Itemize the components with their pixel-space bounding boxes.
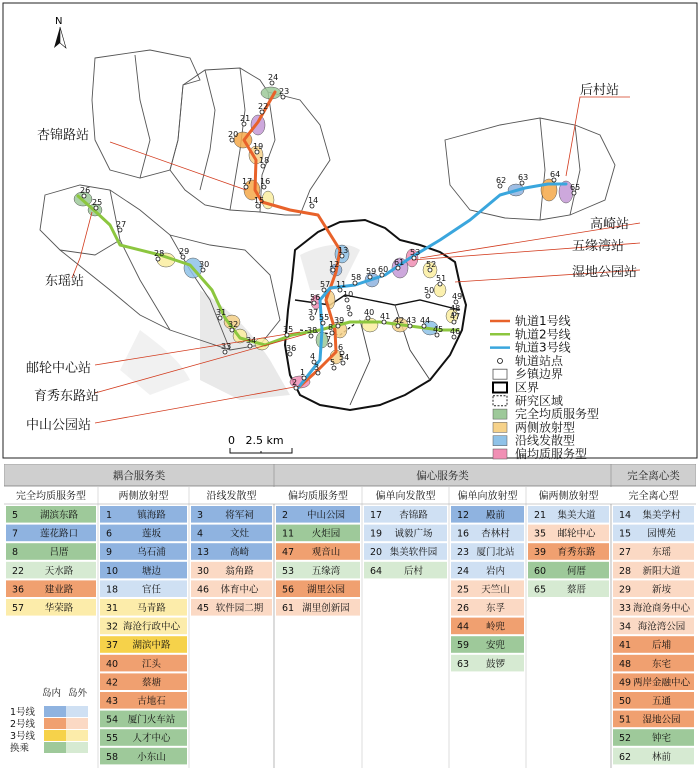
station-name: 江头: [141, 658, 162, 670]
key-row-label: 3号线: [10, 731, 36, 742]
station-id: 44: [457, 621, 470, 633]
station-name: 湖滨中路: [132, 640, 171, 652]
station-number: 3: [314, 363, 320, 372]
station-id: 13: [197, 547, 210, 559]
station-name: 厦门北站: [476, 547, 515, 559]
station-id: 2: [282, 510, 289, 521]
station-name: 中山公园: [306, 510, 346, 521]
station-id: 8: [12, 547, 19, 559]
station-name: 钟宅: [651, 733, 672, 745]
station-number: 8: [328, 323, 334, 332]
station-number: 29: [179, 247, 190, 256]
station-name: 官任: [141, 584, 162, 596]
station-number: 43: [406, 316, 417, 325]
station-number: 1: [300, 368, 306, 377]
station-number: 50: [424, 286, 435, 295]
legend-label: 两侧放射型: [515, 420, 576, 435]
station-name: 育秀东路: [557, 547, 596, 559]
station-name: 镇海路: [137, 510, 166, 521]
station-number: 55: [319, 313, 330, 322]
station-number: 64: [550, 170, 561, 179]
station-number: 46: [450, 327, 461, 336]
station-name: 蔡塘: [141, 677, 162, 689]
station-id: 39: [534, 547, 547, 559]
station-id: 11: [282, 528, 295, 540]
station-name: 天水路: [44, 565, 74, 577]
key-swatch-out: [66, 730, 88, 741]
station-number: 23: [279, 87, 290, 96]
station-name: 建业路: [44, 584, 74, 596]
station-number: 16: [260, 177, 271, 186]
station-name: 古地石: [137, 696, 166, 707]
station-id: 64: [370, 565, 383, 577]
station-id: 21: [534, 510, 547, 521]
station-number: 20: [228, 130, 239, 139]
station-name: 东瑶: [651, 547, 672, 559]
station-number: 45: [433, 325, 444, 334]
callout-dongyao: 东瑶站: [45, 274, 85, 289]
station-name: 邮轮中心: [557, 528, 596, 540]
table-column-header: 沿线发散型: [206, 491, 257, 502]
station-name: 蔡厝: [566, 584, 587, 596]
station-name: 海沧行政中心: [122, 621, 181, 633]
station-id: 16: [457, 528, 470, 540]
station-id: 35: [534, 528, 547, 540]
legend-label: 轨道2号线: [515, 327, 571, 342]
station-name: 两岸金融中心: [632, 677, 691, 689]
station-number: 48: [450, 304, 461, 313]
station-number: 58: [351, 273, 362, 282]
legend-label: 轨道1号线: [515, 314, 571, 328]
station-name: 高崎: [229, 547, 250, 559]
station-number: 7: [326, 335, 332, 344]
station-name: 吕厝: [49, 547, 69, 559]
table-column-header: 偏单向放射型: [457, 491, 518, 502]
station-name: 厦门火车站: [127, 714, 176, 726]
station-id: 15: [619, 528, 632, 540]
table-column-header: 偏均质服务型: [288, 491, 348, 502]
station-name: 林前: [651, 751, 672, 763]
station-name: 湖里创新园: [302, 603, 350, 614]
legend-label: 完全均质服务型: [515, 407, 600, 422]
station-id: 12: [457, 510, 470, 521]
legend-label: 轨道站点: [515, 353, 564, 368]
station-number: 47: [450, 312, 461, 321]
station-name: 天竺山: [481, 584, 510, 596]
station-number: 62: [496, 176, 507, 185]
callout-yuxiudonglu: 育秀东路站: [34, 389, 100, 404]
station-name: 湖里公园: [306, 584, 346, 596]
station-number: 28: [154, 249, 165, 258]
station-number: 63: [518, 173, 529, 182]
callout-shidigongyuan: 湿地公园站: [572, 265, 638, 280]
station-id: 23: [457, 547, 470, 559]
table-group-header: 偏心服务类: [416, 470, 469, 482]
key-row-label: 1号线: [10, 707, 36, 718]
key-swatch-in: [44, 742, 66, 753]
station-number: 56: [310, 293, 321, 302]
station-name: 集美学村: [642, 510, 681, 521]
station-name: 湖滨东路: [39, 510, 79, 521]
callout-houcun: 后村站: [580, 83, 620, 98]
legend-swatch: [493, 409, 507, 419]
legend-swatch: [493, 449, 507, 459]
station-id: 63: [457, 658, 470, 670]
station-number: 40: [364, 308, 375, 317]
station-id: 4: [197, 528, 204, 540]
station-number: 33: [221, 342, 232, 351]
table-column-header: 偏两侧放射型: [538, 491, 599, 502]
station-id: 52: [619, 733, 632, 745]
station-id: 27: [619, 547, 632, 559]
station-name: 五缘湾: [311, 565, 341, 577]
station-id: 37: [106, 640, 119, 652]
station-number: 4: [310, 352, 316, 361]
station-id: 31: [106, 603, 119, 614]
station-id: 45: [197, 603, 210, 614]
table-group-header: 耦合服务类: [112, 470, 166, 482]
station-number: 36: [286, 344, 297, 353]
station-name: 湿地公园: [642, 714, 681, 726]
station-number: 6: [338, 343, 344, 352]
station-id: 17: [370, 510, 383, 521]
station-number: 65: [570, 183, 581, 192]
station-number: 44: [420, 316, 431, 325]
station-number: 51: [436, 274, 447, 283]
key-swatch-out: [66, 718, 88, 729]
station-number: 35: [283, 325, 294, 334]
station-number: 5: [330, 358, 336, 367]
station-name: 东孚: [485, 603, 506, 614]
station-number: 22: [258, 102, 269, 111]
station-id: 26: [457, 603, 470, 614]
station-number: 39: [334, 316, 345, 325]
station-name: 园博苑: [647, 528, 676, 540]
station-number: 2: [292, 378, 298, 387]
legend-label: 区界: [515, 380, 540, 395]
station-name: 岩内: [485, 565, 506, 577]
station-number: 54: [339, 353, 350, 362]
station-number: 11: [336, 280, 347, 289]
station-name: 华荣路: [44, 603, 74, 614]
legend-label: 乡镇边界: [515, 367, 564, 382]
station-id: 41: [619, 640, 632, 652]
station-id: 61: [282, 603, 295, 614]
legend-symbol: [493, 383, 507, 393]
station-number: 12: [329, 260, 340, 269]
station-id: 43: [106, 696, 119, 707]
station-number: 10: [343, 290, 354, 299]
station-number: 32: [228, 320, 239, 329]
station-name: 东宅: [651, 658, 672, 670]
station-name: 文灶: [229, 528, 250, 540]
callout-youlunzhongxin: 邮轮中心站: [26, 361, 92, 376]
station-name: 杏林村: [481, 528, 510, 540]
station-name: 海沧湾公园: [637, 621, 686, 633]
callout-zhongshangongyuan: 中山公园站: [26, 418, 92, 433]
key-swatch-out: [66, 706, 88, 717]
station-number: 61: [394, 258, 405, 267]
legend-symbol: [493, 369, 507, 379]
station-id: 22: [12, 565, 25, 577]
station-number: 19: [253, 142, 264, 151]
station-id: 54: [106, 714, 119, 726]
station-id: 42: [106, 677, 119, 689]
station-name: 新垵: [651, 584, 672, 596]
key-swatch-out: [66, 742, 88, 753]
station-id: 28: [619, 565, 632, 577]
station-id: 18: [106, 584, 119, 596]
station-id: 50: [619, 696, 632, 707]
station-id: 30: [197, 565, 210, 577]
station-id: 65: [534, 584, 547, 596]
station-id: 51: [619, 714, 632, 726]
table-body: [4, 487, 696, 768]
legend-label: 轨道3号线: [515, 340, 571, 355]
station-name: 集美软件园: [389, 547, 438, 559]
station-id: 46: [197, 584, 210, 596]
line-color-key: [10, 687, 88, 754]
station-number: 30: [199, 260, 210, 269]
station-number: 9: [346, 304, 352, 313]
station-number: 31: [216, 308, 227, 317]
station-id: 1: [106, 510, 113, 521]
callout-xingjinlu: 杏锦路站: [37, 128, 90, 143]
station-name: 新阳大道: [642, 565, 681, 577]
legend-label: 沿线发散型: [515, 433, 576, 448]
legend-swatch: [493, 422, 507, 432]
key-island-out: 岛外: [68, 688, 88, 699]
key-swatch-in: [44, 718, 66, 729]
station-name: 小东山: [137, 751, 166, 763]
station-name: 安兜: [485, 640, 506, 652]
station-name: 火炬园: [311, 528, 341, 540]
station-id: 32: [106, 621, 119, 633]
station-number: 34: [246, 336, 257, 345]
legend-label: [515, 459, 587, 461]
station-number: 15: [254, 196, 265, 205]
table-column-header: 两侧放射型: [118, 491, 169, 502]
station-name: 杏锦路: [399, 510, 428, 521]
station-name: 软件园二期: [215, 603, 264, 614]
station-name: 观音山: [311, 547, 341, 559]
station-id: 47: [282, 547, 295, 559]
key-swatch-in: [44, 730, 66, 741]
legend-symbol: [498, 358, 503, 363]
station-name: 莲花路口: [39, 528, 79, 540]
station-id: 62: [619, 751, 632, 763]
table-column-header: 完全离心型: [628, 491, 679, 502]
station-number: 59: [366, 267, 377, 276]
station-id: 25: [457, 584, 470, 596]
key-island-in: 岛内: [42, 688, 62, 699]
legend-symbol: [493, 396, 507, 406]
station-name: 五通: [651, 696, 672, 707]
station-number: 52: [426, 260, 437, 269]
station-number: 57: [320, 280, 331, 289]
station-name: 塘边: [141, 565, 162, 577]
station-id: 9: [106, 547, 113, 559]
station-number: 13: [338, 246, 349, 255]
station-name: 将军祠: [225, 510, 254, 521]
legend-label: 偏均质服务型: [515, 447, 588, 461]
station-number: 37: [308, 308, 319, 317]
station-id: 48: [619, 658, 632, 670]
scale-text: 0 2.5 km: [228, 434, 284, 447]
station-number: 24: [268, 73, 279, 82]
station-number: 26: [80, 186, 91, 195]
station-name: 莲坂: [141, 528, 162, 540]
station-id: 20: [370, 547, 383, 559]
station-id: 6: [106, 528, 113, 540]
station-name: 人才中心: [132, 733, 171, 745]
station-name: 体育中心: [220, 584, 259, 596]
station-number: 25: [92, 198, 103, 207]
station-id: 53: [282, 565, 295, 577]
station-name: 鼓锣: [485, 658, 506, 670]
station-id: 3: [197, 510, 204, 521]
station-number: 49: [452, 292, 463, 301]
station-id: 56: [282, 584, 295, 596]
station-number: 60: [378, 265, 389, 274]
callout-wuyuanwan: 五缘湾站: [572, 239, 625, 254]
station-name: 海沧商务中心: [632, 603, 691, 614]
table-column-header: 完全均质服务型: [16, 491, 86, 502]
station-id: 59: [457, 640, 470, 652]
callout-gaoqi: 高崎站: [590, 217, 630, 232]
station-id: 57: [12, 603, 25, 614]
classification-table: [4, 464, 696, 768]
station-name: 何厝: [566, 565, 587, 577]
station-number: 21: [240, 114, 251, 123]
station-name: 集美大道: [557, 510, 596, 521]
station-name: 诚毅广场: [394, 528, 433, 540]
station-id: 5: [12, 510, 19, 521]
station-id: 10: [106, 565, 119, 577]
station-id: 24: [457, 565, 470, 577]
station-id: 7: [12, 528, 19, 540]
station-id: 29: [619, 584, 632, 596]
station-id: 36: [12, 584, 25, 596]
station-number: 38: [307, 326, 318, 335]
station-number: 17: [242, 177, 253, 186]
station-name: 翁角路: [225, 565, 254, 577]
station-name: 乌石浦: [137, 547, 166, 559]
station-name: 殿前: [485, 510, 506, 521]
station-number: 42: [394, 316, 405, 325]
station-name: 后村: [403, 565, 424, 577]
station-number: 27: [116, 220, 127, 229]
legend-label: 研究区域: [515, 393, 564, 408]
station-number: 14: [308, 196, 319, 205]
station-id: 40: [106, 658, 119, 670]
station-id: 55: [106, 733, 119, 745]
station-name: 马青路: [137, 603, 166, 614]
station-id: 34: [619, 621, 632, 633]
station-number: 53: [410, 248, 421, 257]
table-group-header: 完全离心类: [627, 470, 680, 482]
legend-swatch: [493, 436, 507, 446]
key-row-label: 2号线: [10, 719, 36, 730]
station-id: 60: [534, 565, 547, 577]
station-id: 49: [619, 677, 632, 689]
key-swatch-in: [44, 706, 66, 717]
station-id: 19: [370, 528, 383, 540]
table-column-header: 偏单向发散型: [375, 491, 436, 502]
station-id: 58: [106, 751, 119, 763]
station-name: 岭兜: [485, 621, 506, 633]
station-id: 33: [619, 603, 632, 614]
key-row-label: 换乘: [10, 743, 30, 754]
station-number: 18: [259, 156, 270, 165]
station-name: 后埔: [651, 640, 672, 652]
station-number: 41: [380, 312, 391, 321]
station-id: 14: [619, 510, 632, 521]
north-label: N: [55, 16, 63, 27]
